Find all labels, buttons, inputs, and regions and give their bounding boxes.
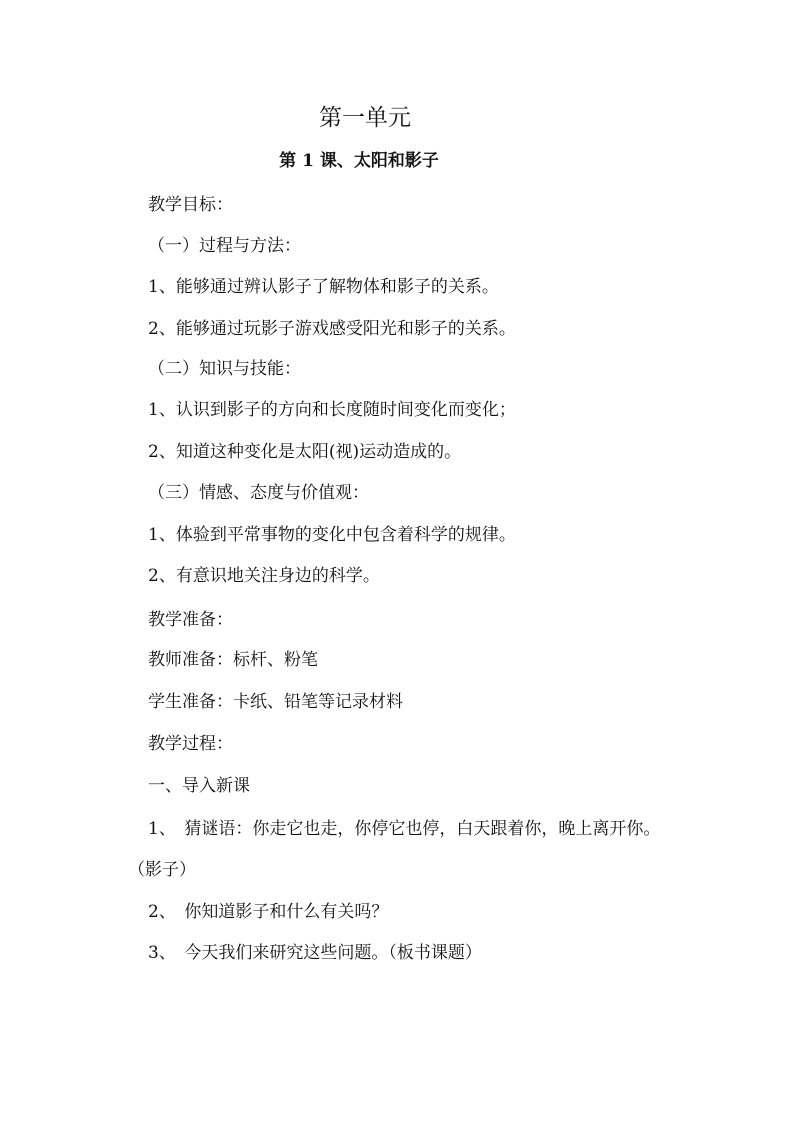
objective-3-2: 2、有意识地关注身边的科学。 [148, 566, 380, 586]
process-step-1: 1、 猜谜语：你走它也走，你停它也停，白天跟着你，晚上离开你。 [148, 819, 661, 839]
objective-1-2: 2、能够通过玩影子游戏感受阳光和影子的关系。 [148, 319, 516, 339]
process-step-2: 2、 你知道影子和什么有关吗？ [148, 902, 389, 922]
teacher-preparation: 教师准备：标杆、粉笔 [148, 650, 318, 670]
preparation-heading: 教学准备： [148, 610, 233, 630]
process-step-3: 3、 今天我们来研究这些问题。（板书课题） [148, 943, 482, 963]
objective-1-1: 1、能够通过辨认影子了解物体和影子的关系。 [148, 277, 499, 297]
objective-3-1: 1、体验到平常事物的变化中包含着科学的规律。 [148, 525, 516, 545]
intro-heading: 一、导入新课 [148, 776, 250, 796]
objective-section-1-heading: （一）过程与方法： [148, 236, 301, 256]
teaching-objectives-heading: 教学目标： [148, 195, 233, 215]
riddle-answer: （影子） [128, 860, 196, 880]
objective-section-2-heading: （二）知识与技能： [148, 359, 301, 379]
objective-2-1: 1、认识到影子的方向和长度随时间变化而变化； [148, 400, 516, 420]
student-preparation: 学生准备：卡纸、铅笔等记录材料 [148, 692, 403, 712]
objective-2-2: 2、知道这种变化是太阳(视)运动造成的。 [148, 442, 462, 462]
lesson-title: 第 1 课、太阳和影子 [279, 151, 439, 171]
objective-section-3-heading: （三）情感、态度与价值观： [148, 483, 369, 503]
process-heading: 教学过程： [148, 734, 233, 754]
unit-title: 第一单元 [319, 105, 411, 131]
